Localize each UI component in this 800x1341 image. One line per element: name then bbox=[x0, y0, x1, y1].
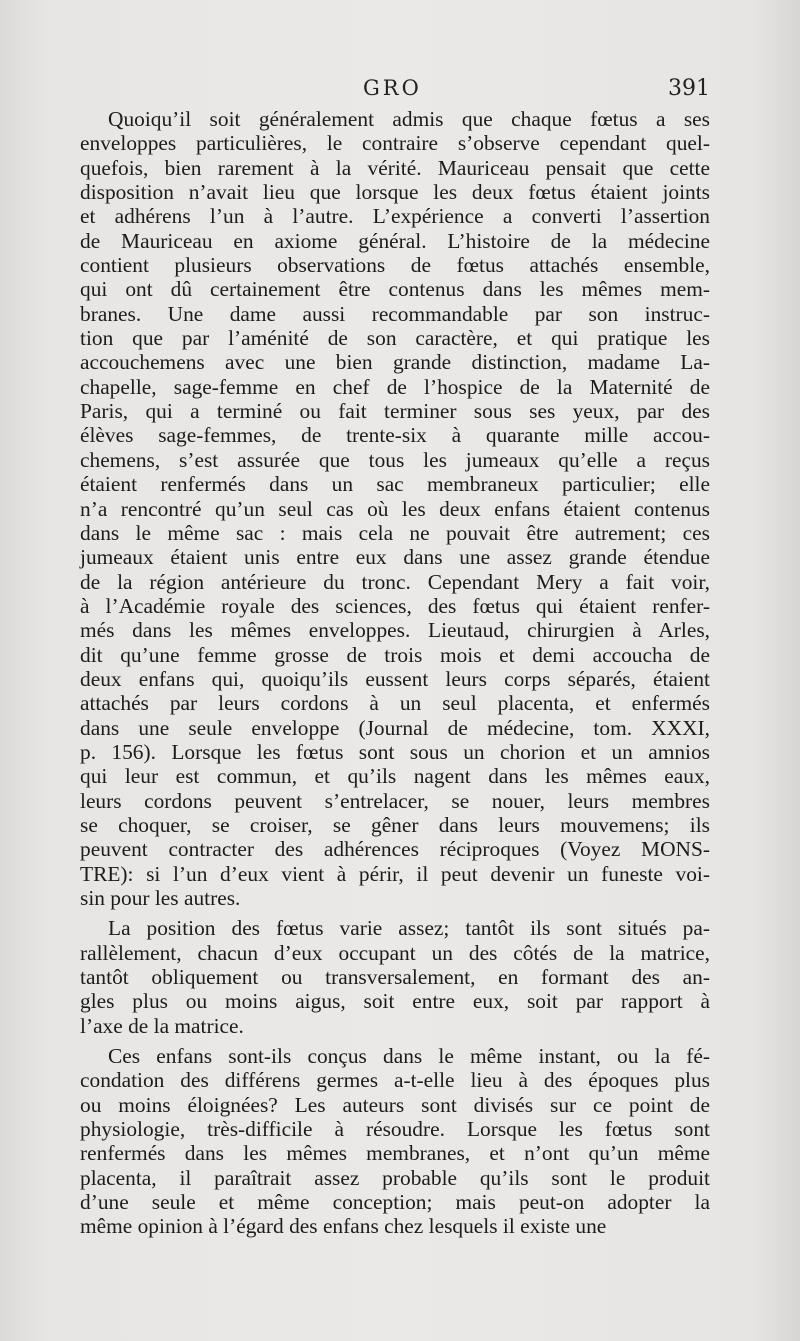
body-text bbox=[80, 107, 710, 1239]
text-line: et adhérens l’un à l’autre. L’expérience a converti l’assertion bbox=[80, 204, 710, 229]
text-line: TRE): si l’un d’eux vient à périr, il peut devenir un funeste voi- bbox=[80, 861, 710, 886]
text-line: La position des fœtus varie assez; tantôt ils sont situés pa- bbox=[108, 916, 710, 941]
text-line: qui ont dû certainement être contenus dans les mêmes mem- bbox=[80, 277, 710, 302]
text-line: Ces enfans sont-ils conçus dans le même instant, ou la fé- bbox=[108, 1044, 710, 1069]
text-line: condation des différens germes a-t-elle lieu à des époques plus bbox=[80, 1068, 710, 1093]
text-line: tion que par l’aménité de son caractère, et qui pratique les bbox=[80, 326, 710, 351]
paragraph bbox=[80, 107, 710, 910]
text-line: élèves sage-femmes, de trente-six à quarante mille accou- bbox=[80, 423, 710, 448]
text-line: enveloppes particulières, le contraire s’observe cependant quel- bbox=[80, 131, 710, 156]
text-line: quefois, bien rarement à la vérité. Mauriceau pensait que cette bbox=[80, 155, 710, 180]
running-head bbox=[80, 70, 710, 110]
text-line: jumeaux étaient unis entre eux dans une assez grande étendue bbox=[80, 545, 710, 570]
text-line: branes. Une dame aussi recommandable par son instruc- bbox=[80, 301, 710, 326]
text-line: més dans les mêmes enveloppes. Lieutaud, chirurgien à Arles, bbox=[80, 618, 710, 643]
text-line: chemens, s’est assurée que tous les jumeaux qu’elle a reçus bbox=[80, 447, 710, 472]
text-line: dans le même sac : mais cela ne pouvait être autrement; ces bbox=[80, 520, 710, 545]
text-line: placenta, il paraîtrait assez probable qu’ils sont le produit bbox=[80, 1165, 710, 1190]
text-line: tantôt obliquement ou transversalement, en formant des an- bbox=[80, 965, 710, 990]
text-line: attachés par leurs cordons à un seul placenta, et enfermés bbox=[80, 691, 710, 716]
text-line: deux enfans qui, quoiqu’ils eussent leurs corps séparés, étaient bbox=[80, 666, 710, 691]
running-head-title: GRO bbox=[363, 76, 422, 100]
text-line: accouchemens avec une bien grande distinction, madame La- bbox=[80, 350, 710, 375]
text-line: l’axe de la matrice. bbox=[80, 1013, 244, 1038]
text-line: sin pour les autres. bbox=[80, 886, 241, 910]
text-line: même opinion à l’égard des enfans chez lesquels il existe une bbox=[80, 1214, 607, 1239]
text-line: contient plusieurs observations de fœtus attachés ensemble, bbox=[80, 253, 710, 278]
text-line: n’a rencontré qu’un seul cas où les deux enfans étaient contenus bbox=[80, 496, 710, 521]
text-line: dit qu’une femme grosse de trois mois et demi accoucha de bbox=[80, 642, 710, 667]
text-line: de la région antérieure du tronc. Cependant Mery a fait voir, bbox=[80, 569, 710, 594]
text-line: disposition n’avait lieu que lorsque les deux fœtus étaient joints bbox=[80, 180, 710, 205]
text-line: peuvent contracter des adhérences réciproques (Voyez MONS- bbox=[80, 837, 710, 862]
text-line: Quoiqu’il soit généralement admis que chaque fœtus a ses bbox=[108, 107, 710, 131]
text-line: renfermés dans les mêmes membranes, et n’ont qu’un même bbox=[80, 1141, 710, 1166]
text-line: dans une seule enveloppe (Journal de médecine, tom. XXXI, bbox=[80, 715, 710, 740]
text-line: leurs cordons peuvent s’entrelacer, se nouer, leurs membres bbox=[80, 788, 710, 813]
text-line: de Mauriceau en axiome général. L’histoire de la médecine bbox=[80, 228, 710, 253]
text-line: gles plus ou moins aigus, soit entre eux, soit par rapport à bbox=[80, 989, 710, 1014]
text-line: se choquer, se croiser, se gêner dans leurs mouvemens; ils bbox=[80, 812, 710, 837]
text-line: physiologie, très-difficile à résoudre. Lorsque les fœtus sont bbox=[80, 1117, 710, 1142]
text-line: chapelle, sage-femme en chef de l’hospice de la Maternité de bbox=[80, 374, 710, 399]
text-line: p. 156). Lorsque les fœtus sont sous un chorion et un amnios bbox=[80, 739, 710, 764]
text-line: ou moins éloignées? Les auteurs sont divisés sur ce point de bbox=[80, 1092, 710, 1117]
text-line: d’une seule et même conception; mais peut-on adopter la bbox=[80, 1190, 710, 1215]
text-line: étaient renfermés dans un sac membraneux particulier; elle bbox=[80, 472, 710, 497]
text-line: rallèlement, chacun d’eux occupant un des côtés de la matrice, bbox=[80, 940, 710, 965]
text-line: Paris, qui a terminé ou fait terminer sous ses yeux, par des bbox=[80, 399, 710, 424]
paragraph bbox=[80, 916, 710, 1038]
page-number: 391 bbox=[668, 76, 710, 101]
text-line: qui leur est commun, et qu’ils nagent dans les mêmes eaux, bbox=[80, 764, 710, 789]
text-line: à l’Académie royale des sciences, des fœtus qui étaient renfer- bbox=[80, 593, 710, 618]
paragraph bbox=[80, 1044, 710, 1239]
